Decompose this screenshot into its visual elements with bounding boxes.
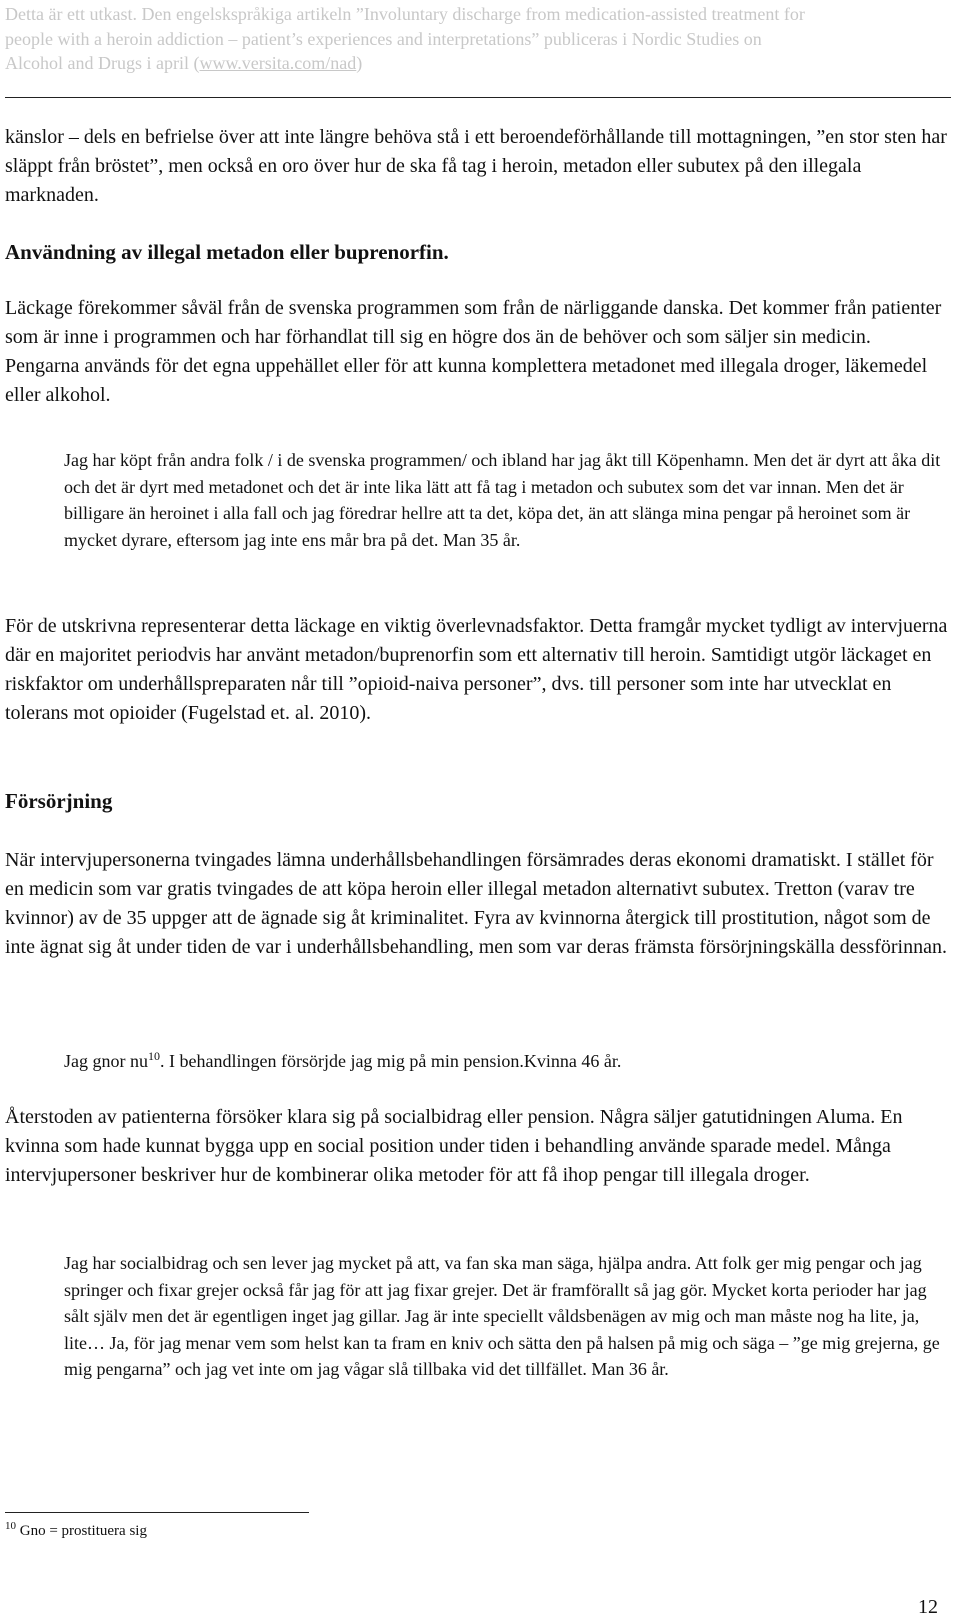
section-heading-forsorjning: Försörjning xyxy=(5,789,113,813)
footnote xyxy=(5,1520,147,1542)
footnote-reference[interactable]: 10 xyxy=(148,1049,160,1063)
header-line-3-prefix: Alcohol and Drugs i april ( xyxy=(5,53,200,73)
quote-text-start: Jag gnor nu xyxy=(64,1051,148,1071)
paragraph-economy: När intervjupersonerna tvingades lämna underhållsbehandlingen försämrades deras ekonomi dramatiskt. I stället för en medicin som var gratis tvingades de att köpa heroin eller illegal metadon alternativt subutex. Tretton (varav tre kvinnor) av de 35 uppger att de ägnade sig åt kriminalitet. Fyra av kvinnorna återgick till prostitution, något som de inte ägnat sig åt under tiden de var i underhållsbehandling, men som var deras främsta försörjningskälla dessförinnan. xyxy=(5,849,947,958)
paragraph-survival-factor: För de utskrivna representerar detta läckage en viktig överlevnadsfaktor. Detta framgår mycket tydligt av intervjuerna där en majoritet periodvis har använt metadon/buprenorfin som ett alternativ till heroin. Samtidigt utgör läckaget en riskfaktor om underhållspreparaten når till ”opioid-naiva personer”, dvs. till personer som inte har utvecklat en tolerans mot opioider (Fugelstad et. al. 2010). xyxy=(5,615,948,724)
header-line-2: people with a heroin addiction – patient’s experiences and interpretations” publiceras i Nordic Studies on xyxy=(5,28,762,49)
footnote-text: Gno = prostituera sig xyxy=(19,1523,147,1539)
footnote-number: 10 xyxy=(5,1520,16,1532)
interview-quote-man-36: Jag har socialbidrag och sen lever jag mycket på att, va fan ska man säga, hjälpa andra. Att folk ger mig pengar och jag springer och fixar grejer också får jag för att jag fixar grejer. Det är framförallt så jag gör. Mycket korta perioder har jag sålt själv men det är egentligen inget jag gillar. Jag är inte speciellt våldsbenägen av mig och man måste nog ha lite, ja, lite… Ja, för jag menar vem som helst kan ta fram en kniv och sätta den på halsen på mig och säga – ”ge mig grejerna, ge mig pengarna” och jag vet inte om jag vågar slå tillbaka vid det tillfället. Man 36 år. xyxy=(64,1253,940,1379)
header-line-3-suffix: ) xyxy=(356,53,363,73)
paragraph-remaining-patients: Återstoden av patienterna försöker klara sig på socialbidrag eller pension. Några säljer gatutidningen Aluma. En kvinna som hade kunnat bygga upp en social position under tiden i behandling använde sparade medel. Många intervjupersoner beskriver hur de kombinerar olika metoder för att få ihop pengar till illegala droger. xyxy=(5,1106,903,1186)
quote-text-end: . I behandlingen försörjde jag mig på min pension.Kvinna 46 år. xyxy=(160,1051,622,1071)
interview-quote-man-35: Jag har köpt från andra folk / i de svenska programmen/ och ibland har jag åkt till Köpenhamn. Men det är dyrt att åka dit och det är dyrt med metadonet och det är inte lika lätt att få tag i metadon och subutex som det var innan. Men det är billigare än heroinet i alla fall och jag föredrar hellre att ta det, köpa det, än att slänga mina pengar på heroinet som är mycket dyrare, eftersom jag inte ens mår bra på det. Man 35 år. xyxy=(64,450,941,550)
header-divider xyxy=(5,97,951,98)
page-header-note xyxy=(5,2,945,76)
paragraph-intro: känslor – dels en befrielse över att inte längre behöva stå i ett beroendeförhållande till mottagningen, ”en stor sten har släppt från bröstet”, men också en oro över hur de ska få tag i heroin, metadon eller subutex på den illegala marknaden. xyxy=(5,126,947,206)
page-number: 12 xyxy=(918,1596,938,1618)
paragraph-leakage: Läckage förekommer såväl från de svenska programmen som från de närliggande danska. Det kommer från patienter som är inne i programmen och har förhandlat till sig en högre dos än de behöver och som säljer sin medicin. Pengarna används för det egna uppehället eller för att kunna komplettera metadonet med illegala droger, läkemedel eller alkohol. xyxy=(5,297,942,406)
footnote-divider xyxy=(5,1512,309,1513)
interview-quote-woman-46 xyxy=(64,1048,956,1075)
header-line-1: Detta är ett utkast. Den engelskspråkiga artikeln ”Involuntary discharge from medication-assisted treatment for xyxy=(5,4,805,24)
section-heading-illegal-use: Användning av illegal metadon eller buprenorfin. xyxy=(5,240,449,264)
journal-link[interactable]: www.versita.com/nad xyxy=(199,53,357,73)
